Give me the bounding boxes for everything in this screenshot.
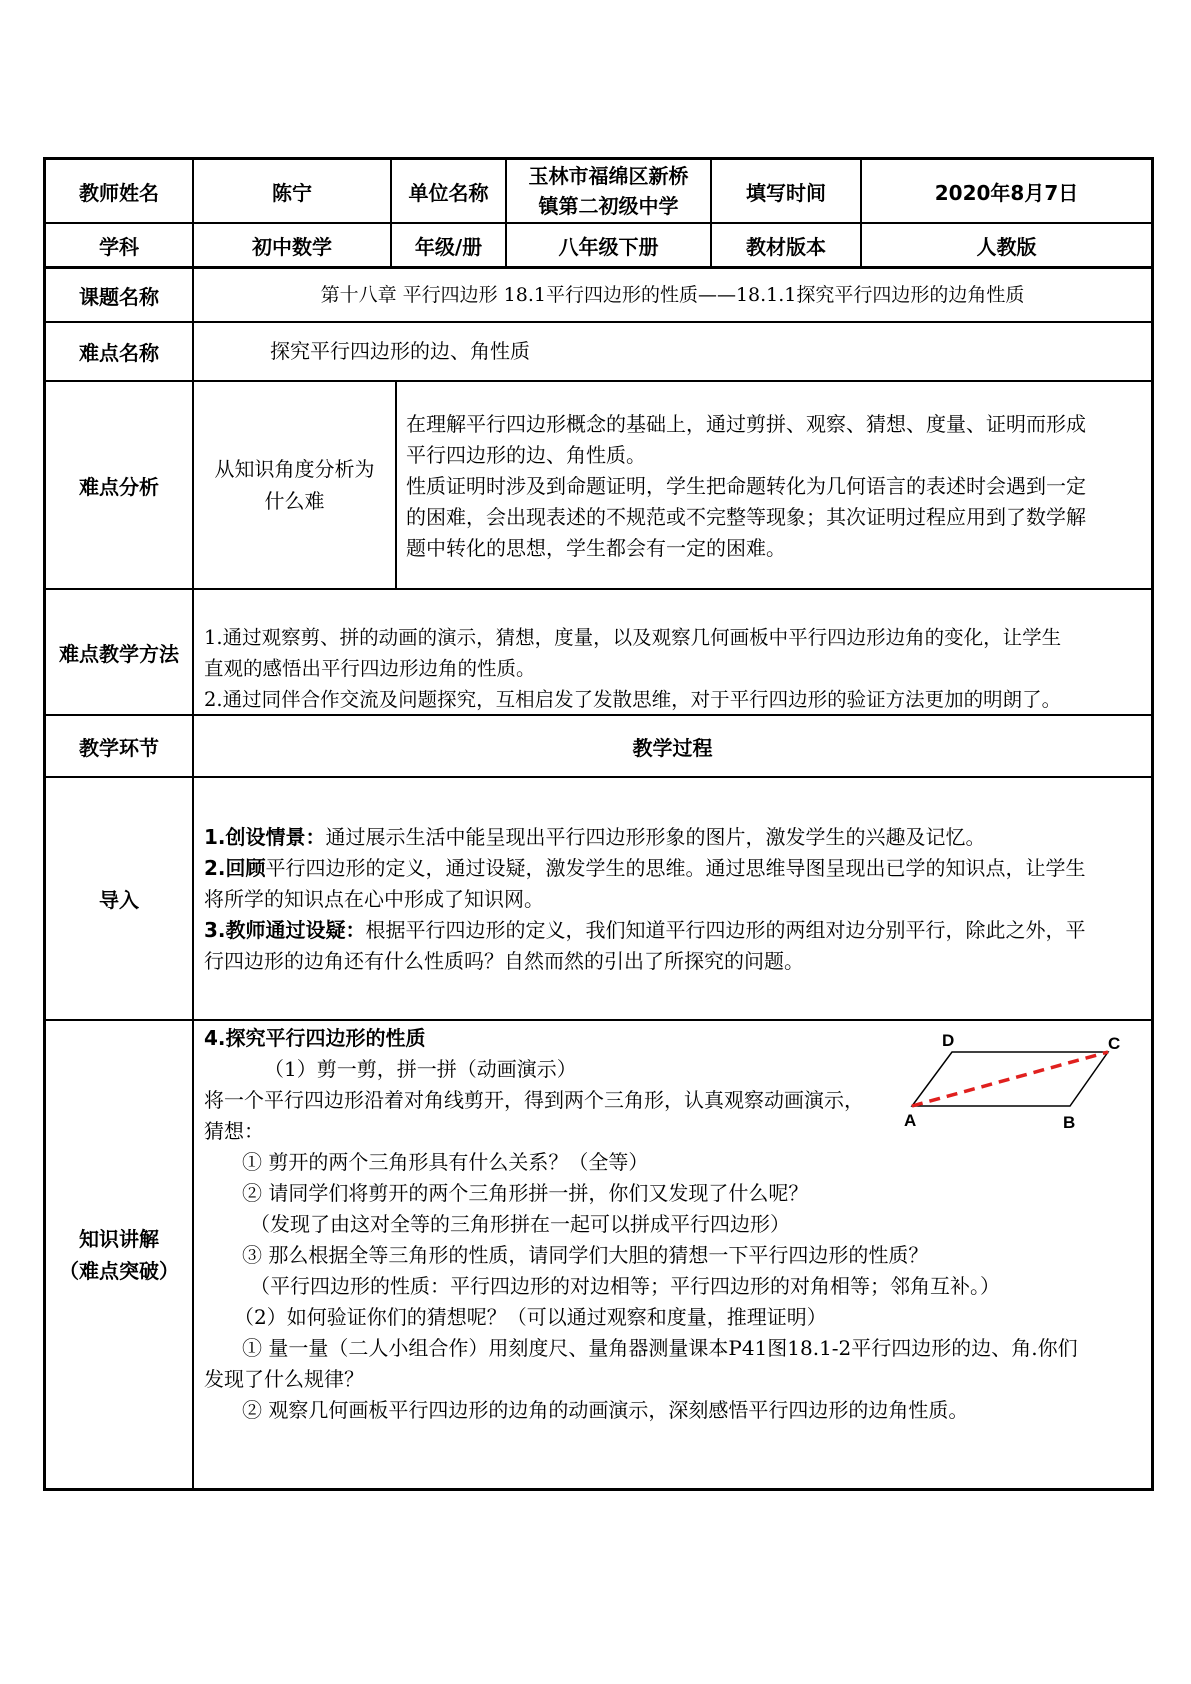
method-line: 直观的感悟出平行四边形边角的性质。 bbox=[204, 657, 536, 680]
intro-p2-continuation: 将所学的知识点在心中形成了知识网。 bbox=[204, 887, 544, 911]
intro-p2-text: 平行四边形的定义，通过设疑，激发学生的思维。通过思维导图呈现出已学的知识点，让学生 bbox=[265, 856, 1086, 880]
knowledge-label-line2: （难点突破） bbox=[59, 1258, 179, 1283]
intro-paragraph-3 bbox=[204, 915, 1149, 946]
knowledge-measure-1: ① 量一量（二人小组合作）用刻度尺、量角器测量课本P41图18.1-2平行四边形的边、角.你们 bbox=[242, 1336, 1078, 1360]
analysis-line: 平行四边形的边、角性质。 bbox=[406, 443, 646, 467]
knowledge-answer-2: （发现了由这对全等的三角形拼在一起可以拼成平行四边形） bbox=[250, 1212, 790, 1236]
unit-name-value bbox=[507, 160, 710, 222]
process-step-label: 教学环节 bbox=[79, 735, 159, 760]
knowledge-question-1: ① 剪开的两个三角形具有什么关系？（全等） bbox=[242, 1150, 649, 1174]
knowledge-line: 猜想： bbox=[204, 1119, 264, 1143]
intro-p1-heading: 1.创设情景： bbox=[204, 825, 326, 849]
knowledge-heading: 4.探究平行四边形的性质 bbox=[204, 1026, 426, 1050]
knowledge-question-2: ② 请同学们将剪开的两个三角形拼一拼，你们又发现了什么呢？ bbox=[242, 1181, 809, 1205]
knowledge-label-line1: 知识讲解 bbox=[79, 1226, 159, 1251]
teacher-name-value: 陈宁 bbox=[272, 180, 312, 205]
analysis-line: 的困难，会出现表述的不规范或不完整等现象；其次证明过程应用到了数学解 bbox=[406, 505, 1086, 529]
vertex-label-d: D bbox=[942, 1031, 955, 1050]
knowledge-answer-3: （平行四边形的性质：平行四边形的对边相等；平行四边形的对角相等；邻角互补。） bbox=[250, 1274, 1000, 1298]
table-border-bottom bbox=[43, 1488, 1154, 1491]
vertex-label-b: B bbox=[1063, 1113, 1076, 1132]
knowledge-sub1: （1）剪一剪，拼一拼（动画演示） bbox=[264, 1057, 577, 1081]
edition-value: 人教版 bbox=[976, 234, 1037, 259]
knowledge-question-3: ③ 那么根据全等三角形的性质，请同学们大胆的猜想一下平行四边形的性质？ bbox=[242, 1243, 929, 1267]
analysis-sub-label-line2: 什么难 bbox=[264, 489, 325, 513]
intro-p1-text: 通过展示生活中能呈现出平行四边形形象的图片，激发学生的兴趣及记忆。 bbox=[325, 825, 986, 849]
analysis-line: 题中转化的思想，学生都会有一定的困难。 bbox=[406, 536, 786, 560]
topic-value: 第十八章 平行四边形 18.1平行四边形的性质——18.1.1探究平行四边形的边角性质 bbox=[320, 283, 1025, 306]
intro-paragraph-2 bbox=[204, 853, 1149, 884]
intro-p3-text: 根据平行四边形的定义，我们知道平行四边形的两组对边分别平行，除此之外，平 bbox=[365, 918, 1086, 942]
intro-label: 导入 bbox=[99, 888, 139, 912]
knowledge-sub2: （2）如何验证你们的猜想呢？（可以通过观察和度量，推理证明） bbox=[234, 1305, 827, 1329]
difficulty-name-label: 难点名称 bbox=[79, 341, 159, 365]
method-line: 2.通过同伴合作交流及问题探究，互相启发了发散思维，对于平行四边形的验证方法更加的明朗了。 bbox=[204, 688, 1062, 711]
fill-date-label: 填写时间 bbox=[746, 180, 826, 205]
analysis-sub-label bbox=[194, 382, 395, 588]
unit-name-line1: 玉林市福绵区新桥 bbox=[528, 164, 689, 188]
knowledge-measure-1-continuation: 发现了什么规律？ bbox=[204, 1367, 364, 1391]
intro-paragraph-1 bbox=[204, 822, 1149, 853]
label-column-divider bbox=[192, 157, 194, 1491]
grade-label: 年级/册 bbox=[414, 234, 483, 259]
analysis-line: 在理解平行四边形概念的基础上，通过剪拼、观察、猜想、度量、证明而形成 bbox=[406, 412, 1086, 436]
subject-value: 初中数学 bbox=[252, 234, 332, 259]
intro-p3-heading: 3.教师通过设疑： bbox=[204, 918, 366, 942]
method-line: 1.通过观察剪、拼的动画的演示，猜想，度量，以及观察几何画板中平行四边形边角的变化，让学生 bbox=[204, 626, 1062, 649]
difficulty-name-value: 探究平行四边形的边、角性质 bbox=[270, 339, 530, 363]
parallelogram-figure bbox=[890, 1028, 1130, 1138]
knowledge-line: 将一个平行四边形沿着对角线剪开，得到两个三角形，认真观察动画演示， bbox=[204, 1088, 864, 1112]
teacher-name-label: 教师姓名 bbox=[79, 180, 159, 205]
knowledge-measure-2: ② 观察几何画板平行四边形的边角的动画演示，深刻感悟平行四边形的边角性质。 bbox=[242, 1398, 969, 1422]
grade-value: 八年级下册 bbox=[558, 234, 659, 259]
intro-body bbox=[204, 822, 1149, 977]
unit-name-label: 单位名称 bbox=[408, 180, 489, 205]
vertex-label-c: C bbox=[1108, 1034, 1121, 1053]
table-border-right bbox=[1151, 157, 1154, 1491]
topic-label: 课题名称 bbox=[79, 284, 159, 309]
parallelogram-diagonal bbox=[912, 1052, 1108, 1106]
analysis-sub-label-line1: 从知识角度分析为 bbox=[214, 457, 375, 481]
intro-p2-heading: 2.回顾 bbox=[204, 856, 266, 880]
vertex-label-a: A bbox=[904, 1111, 917, 1130]
process-heading: 教学过程 bbox=[632, 735, 713, 760]
analysis-sub-divider bbox=[395, 381, 397, 590]
method-label: 难点教学方法 bbox=[59, 641, 179, 666]
analysis-body bbox=[406, 409, 1151, 564]
analysis-label: 难点分析 bbox=[79, 474, 159, 499]
method-body bbox=[204, 622, 1149, 715]
row-divider bbox=[43, 776, 1154, 778]
subject-label: 学科 bbox=[99, 234, 139, 259]
knowledge-label bbox=[46, 1021, 192, 1488]
row-divider bbox=[43, 1019, 1154, 1021]
edition-label: 教材版本 bbox=[746, 234, 826, 259]
analysis-line: 性质证明时涉及到命题证明，学生把命题转化为几何语言的表述时会遇到一定 bbox=[406, 474, 1086, 498]
fill-date-value: 2020年8月7日 bbox=[934, 180, 1079, 205]
row-divider bbox=[43, 588, 1154, 590]
unit-name-line2: 镇第二初级中学 bbox=[538, 194, 679, 218]
intro-p3-continuation: 行四边形的边角还有什么性质吗？自然而然的引出了所探究的问题。 bbox=[204, 949, 804, 973]
